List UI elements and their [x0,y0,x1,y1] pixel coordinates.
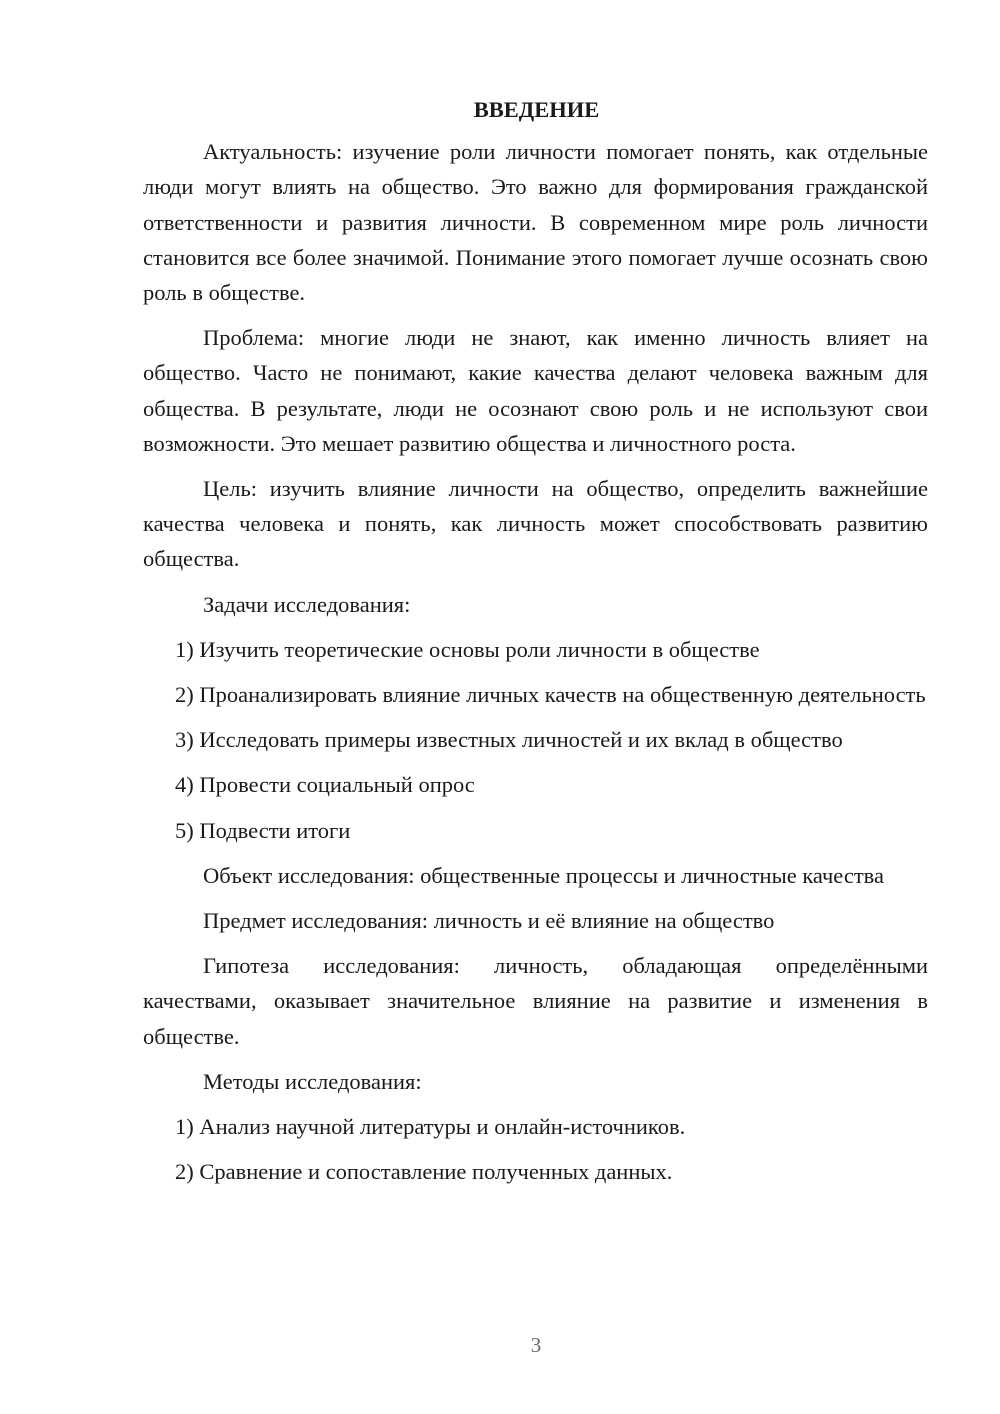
document-page [143,92,928,1199]
hypothesis-paragraph: Гипотеза исследования: личность, обладающая определёнными качествами, оказывает значительное влияние на развитие и изменения в обществе. [143,953,928,1049]
tasks-heading: Задачи исследования: [203,591,411,617]
methods-heading: Методы исследования: [203,1068,422,1094]
method-item: 2) Сравнение и сопоставление полученных данных. [175,1159,673,1185]
task-item: 1) Изучить теоретические основы роли личности в обществе [175,636,760,662]
task-item: 5) Подвести итоги [175,817,351,843]
task-item: 4) Провести социальный опрос [175,772,475,798]
page-number: 3 [530,1333,542,1357]
object-paragraph: Объект исследования: общественные процессы и личностные качества [203,862,884,888]
problem-paragraph: Проблема: многие люди не знают, как именно личность влияет на общество. Часто не понимают, какие качества делают человека важным для общества. В результате, люди не осознают свою роль и не используют свои возможности. Это мешает развитию общества и личностного роста. [143,325,928,456]
page-title: ВВЕДЕНИЕ [473,97,600,122]
goal-paragraph: Цель: изучить влияние личности на общество, определить важнейшие качества человека и понять, как личность может способствовать развитию общества. [143,476,928,572]
subject-paragraph: Предмет исследования: личность и её влияние на общество [203,908,775,934]
task-item: 3) Исследовать примеры известных личностей и их вклад в общество [175,727,843,753]
task-item: 2) Проанализировать влияние личных качеств на общественную деятельность [175,682,926,708]
relevance-paragraph: Актуальность: изучение роли личности помогает понять, как отдельные люди могут влиять на общество. Это важно для формирования гражданской ответственности и развития личности. В современном мире роль личности становится все более значимой. Понимание этого помогает лучше осознать свою роль в обществе. [143,139,928,306]
method-item: 1) Анализ научной литературы и онлайн-источников. [175,1114,686,1140]
